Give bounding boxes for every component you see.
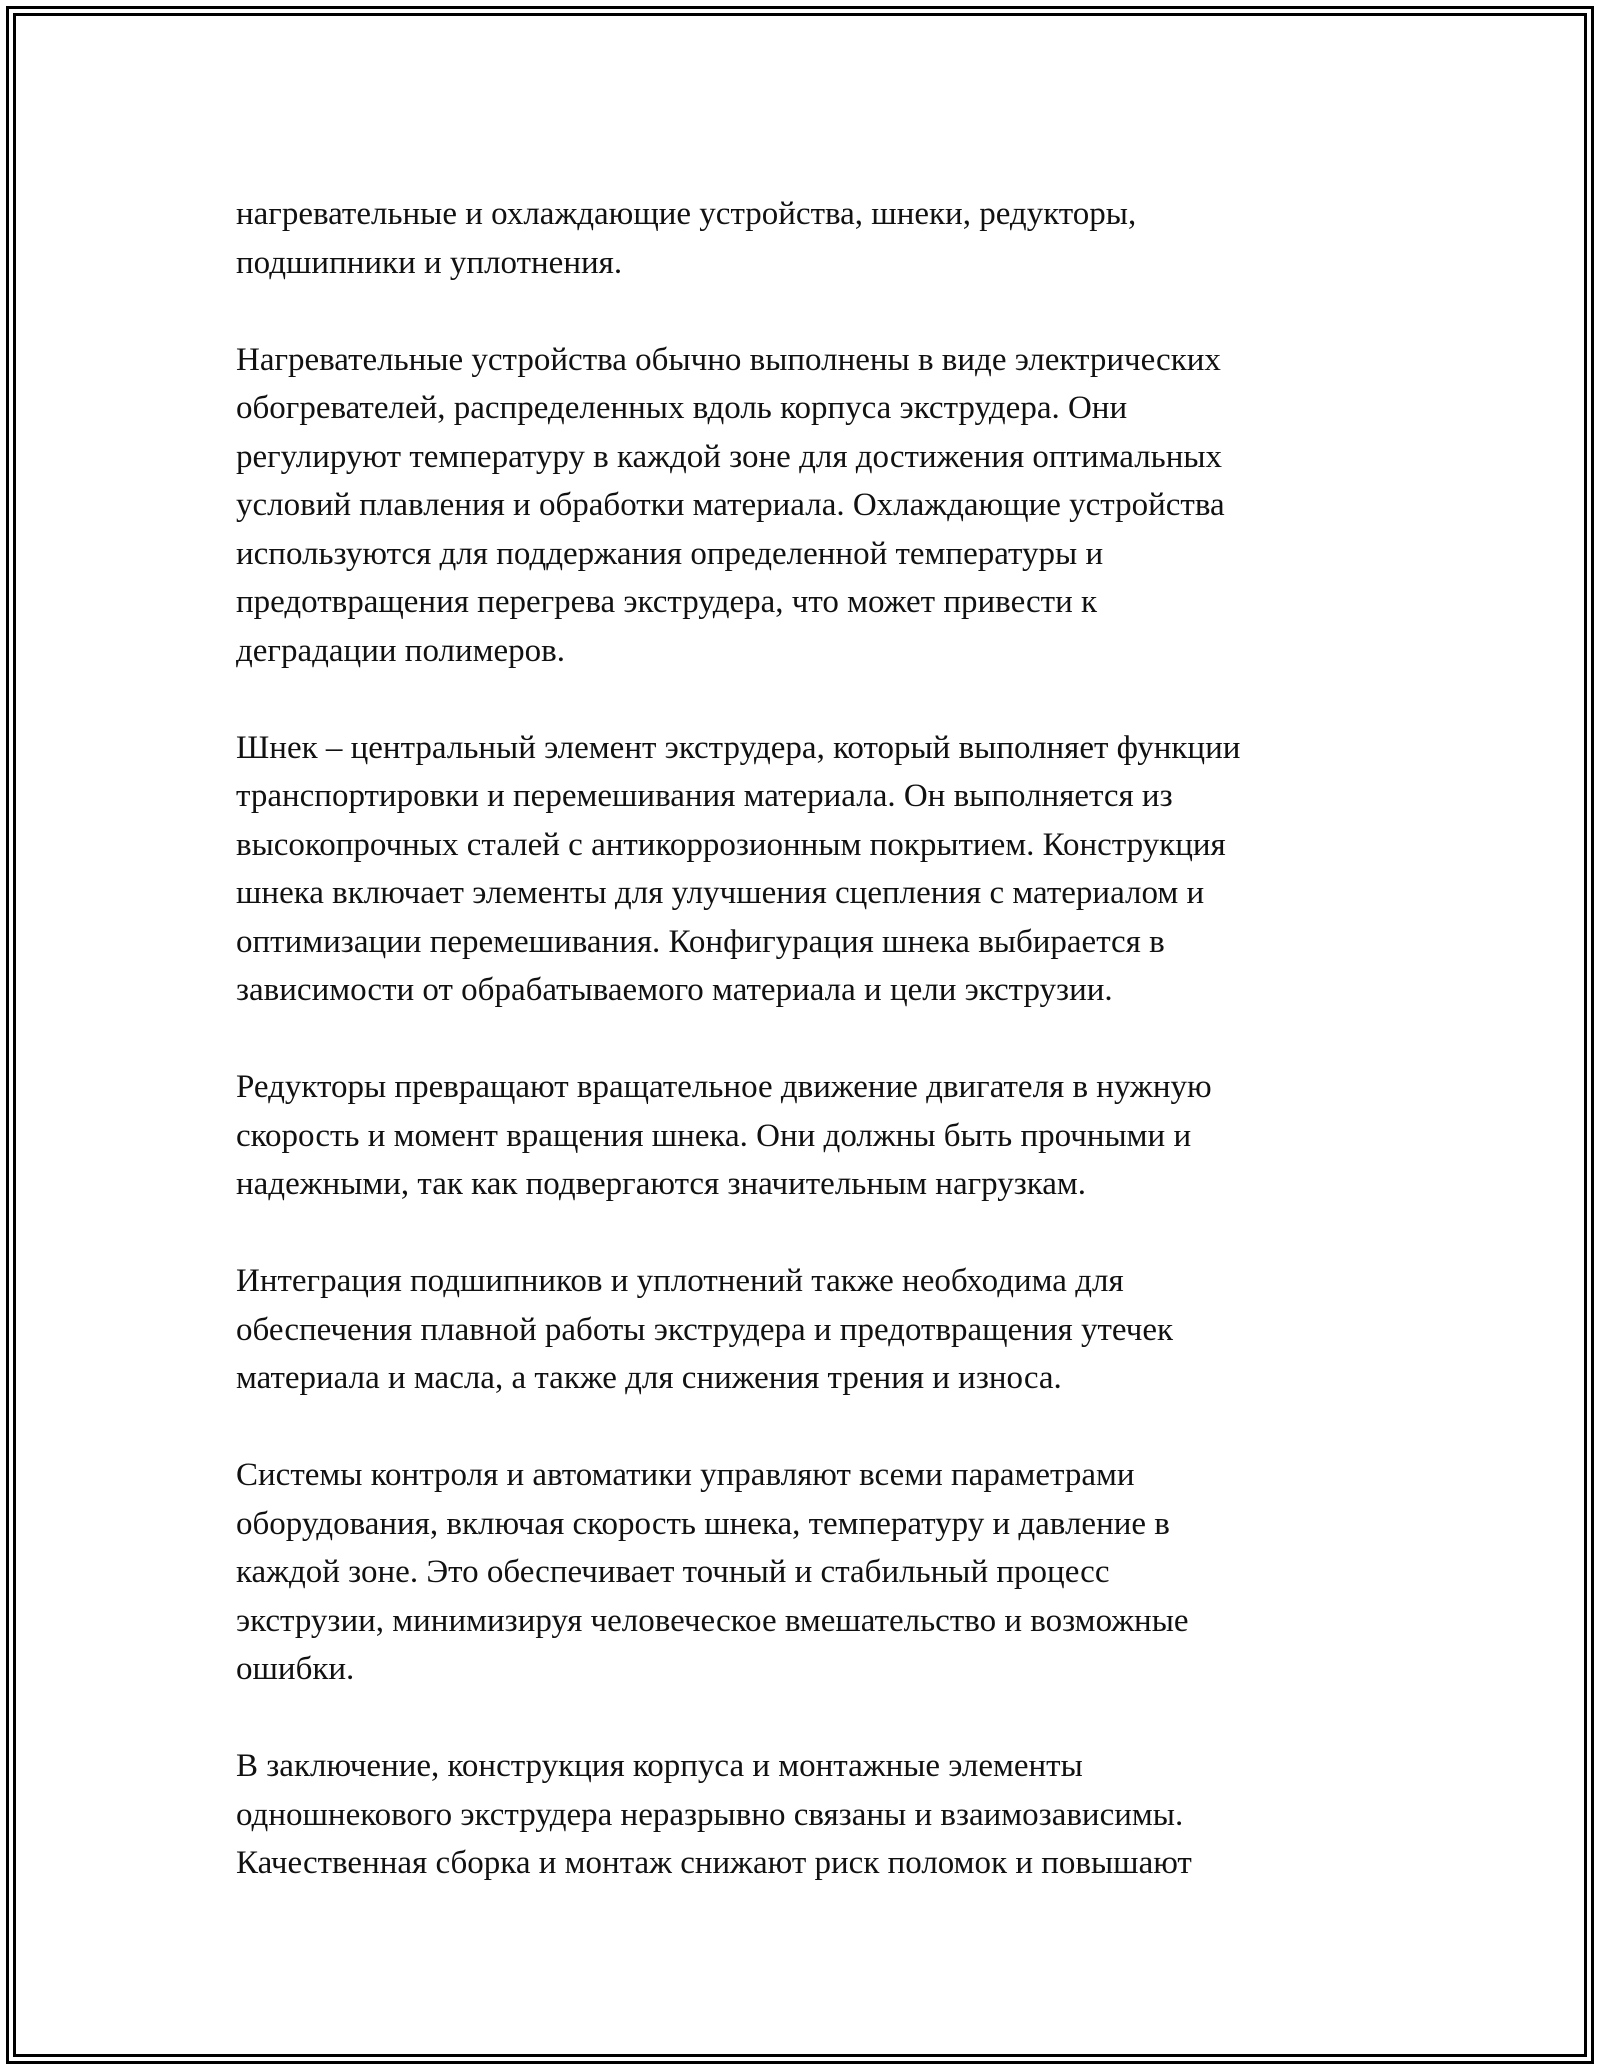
text-line: скорость и момент вращения шнека. Они должны быть прочными и [236,1117,1192,1154]
text-line: надежными, так как подвергаются значительным нагрузкам. [236,1166,1087,1202]
paragraph-2 [236,336,1416,676]
text-line: обеспечения плавной работы экструдера и предотвращения утечек [236,1311,1174,1348]
text-line: ошибки. [236,1651,355,1687]
text-line: Нагревательные устройства обычно выполнены в виде электрических [236,341,1221,378]
text-line: материала и масла, а также для снижения трения и износа. [236,1360,1062,1396]
text-line: Интеграция подшипников и уплотнений также необходима для [236,1263,1124,1299]
document-body [236,190,1416,1936]
text-line: Качественная сборка и монтаж снижают риск поломок и повышают [236,1845,1192,1881]
text-line: оптимизации перемешивания. Конфигурация шнека выбирается в [236,923,1165,960]
text-line: шнека включает элементы для улучшения сцепления с материалом и [236,875,1205,911]
paragraph-5 [236,1257,1416,1403]
text-line: Редукторы превращают вращательное движение двигателя в нужную [236,1069,1212,1105]
text-line: нагревательные и охлаждающие устройства, шнеки, редукторы, [236,196,1137,232]
text-line: подшипники и уплотнения. [236,244,623,281]
paragraph-6 [236,1451,1416,1694]
text-line: используются для поддержания определенной температуры и [236,535,1104,572]
text-line: условий плавления и обработки материала. Охлаждающие устройства [236,487,1225,523]
text-line: Системы контроля и автоматики управляют всеми параметрами [236,1457,1135,1493]
text-line: обогревателей, распределенных вдоль корпуса экструдера. Они [236,390,1128,426]
paragraph-3 [236,724,1416,1015]
text-line: регулируют температуру в каждой зоне для достижения оптимальных [236,438,1223,475]
text-line: Шнек – центральный элемент экструдера, который выполняет функции [236,729,1241,766]
text-line: одношнекового экструдера неразрывно связаны и взаимозависимы. [236,1796,1184,1833]
text-line: высокопрочных сталей с антикоррозионным покрытием. Конструкция [236,826,1226,863]
text-line: каждой зоне. Это обеспечивает точный и стабильный процесс [236,1554,1110,1590]
paragraph-1 [236,190,1416,287]
text-line: деградации полимеров. [236,632,566,669]
text-line: В заключение, конструкция корпуса и монтажные элементы [236,1748,1083,1784]
text-line: экструзии, минимизируя человеческое вмешательство и возможные [236,1602,1189,1639]
text-line: транспортировки и перемешивания материала. Он выполняется из [236,778,1173,814]
text-line: оборудования, включая скорость шнека, температуру и давление в [236,1505,1170,1542]
paragraph-7 [236,1742,1416,1888]
text-line: зависимости от обрабатываемого материала и цели экструзии. [236,972,1113,1008]
text-line: предотвращения перегрева экструдера, что может привести к [236,584,1098,620]
paragraph-4 [236,1063,1416,1209]
